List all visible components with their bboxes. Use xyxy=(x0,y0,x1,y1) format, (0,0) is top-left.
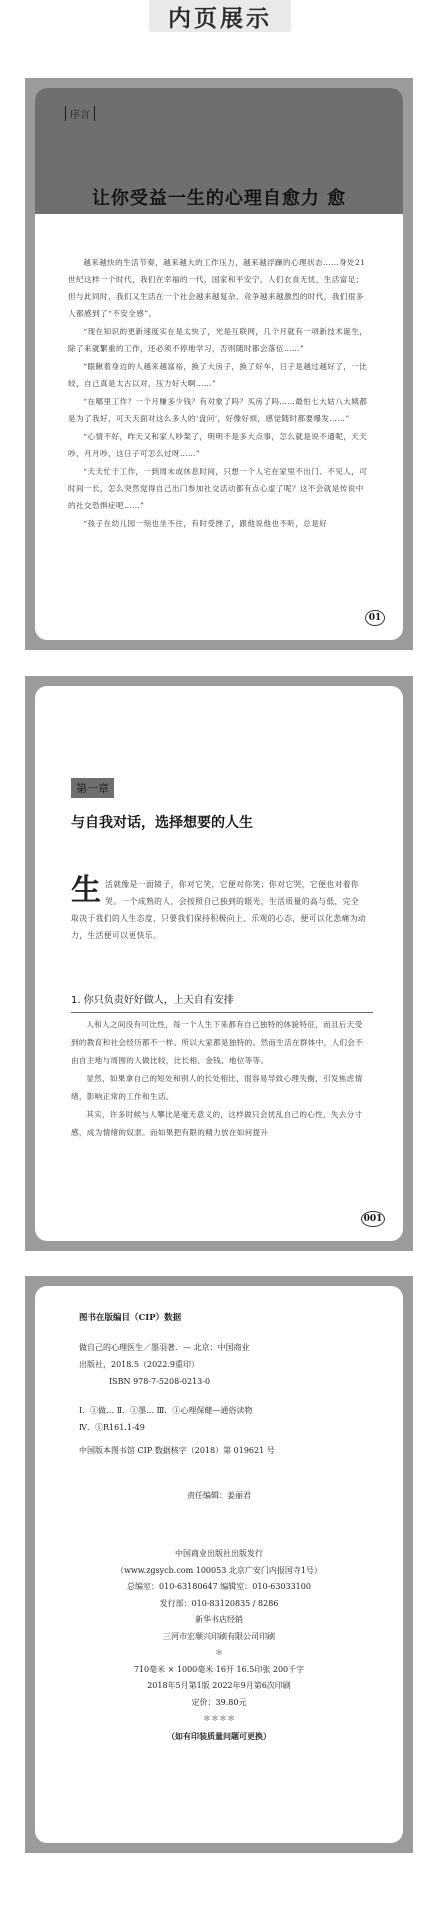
preface-page xyxy=(35,88,403,640)
publisher-block xyxy=(35,1546,403,1744)
preface-paragraph: “在哪里工作？一个月赚多少钱？有对象了吗？买房了吗……最怕七大姑八大姨都是为了我好，可天天面对这么多人的‘盘问’，好像好烦，感觉随时都要爆发……” xyxy=(68,397,368,423)
section-header-title: 内页展示 xyxy=(168,5,272,32)
publisher-line: 发行部：010-83120835 / 8286 xyxy=(159,1598,279,1608)
chapter-page-number: 001 xyxy=(361,1211,385,1227)
preface-paragraph: “现在知识的更新速度实在是太快了，光是互联网，几个月就有一项新技术诞生，除了来就繁重的工作，还必须不停地学习，否则随时都会落伍……” xyxy=(68,327,368,353)
cip-heading: 图书在版编目（CIP）数据 xyxy=(79,1313,182,1323)
chapter-label: 第一章 xyxy=(71,778,114,798)
publisher-line: ＊＊＊＊ xyxy=(203,1714,235,1723)
preface-paragraph: 越来越快的生活节奏，越来越大的工作压力，越来越浮躁的心理状态……身处21世纪这样一个时代，我们在幸福的一代，国家和平安宁，人们衣食无忧，生活富足；但与此同时，我们又生活在一个社会越来越复杂、竞争越来越激烈的时代，我们很多人都感到了“不安全感”。 xyxy=(68,258,366,318)
chapter-paragraph: 其实，许多时候与人攀比是毫无意义的，这样做只会扰乱自己的心性，失去分寸感，成为情绪的奴隶。而如果把有限的精力放在如何提升 xyxy=(71,1110,363,1137)
classification-line: Ⅳ．①R161.1-49 xyxy=(79,1423,145,1432)
preface-body xyxy=(68,254,369,533)
chapter-paragraph: 显然，如果拿自己的短处和别人的长处相比，很容易导致心理失衡，引发焦虑情绪，影响正常的工作和生活。 xyxy=(71,1074,363,1101)
responsible-editor: 责任编辑：姜丽君 xyxy=(187,1491,251,1500)
publisher-line: 总编室：010-63180647 编辑室：010-63033100 xyxy=(127,1582,311,1591)
publisher-line: 中国商业出版社出版发行 xyxy=(175,1549,263,1558)
chapter-page xyxy=(35,686,403,1241)
publisher-line: 新华书店经销 xyxy=(195,1615,243,1624)
preface-page-number: 01 xyxy=(365,610,385,626)
publisher-line: 710毫米 × 1000毫米 16开 16.5印张 200千字 xyxy=(133,1664,305,1674)
section-title: 1. 你只负责好好做人，上天自有安排 xyxy=(71,991,373,1013)
classification-line: Ⅰ．①做… Ⅱ．①墨… Ⅲ．①心理保健—通俗读物 xyxy=(79,1406,253,1415)
publisher-line: ＊ xyxy=(215,1648,223,1657)
preface-tag: 序言 xyxy=(65,106,95,121)
epigraph-text: 活就像是一面镜子，你对它笑，它便对你笑；你对它哭，它便也对着你哭。一个成熟的人，会按照自己独到的眼光，生活质量的高与低，完全取决于我们的人生态度，只要我们保持积极向上、乐观的心态，便可以化悲痛为动力，生活便可以更快乐。 xyxy=(71,880,367,940)
copyright-page-frame xyxy=(25,1276,413,1853)
drop-cap: 生 xyxy=(71,873,101,908)
chapter-paragraph: 人和人之间没有可比性，每一个人生下来都有自己独特的体貌特征，而且后天受到的教育和社会经历都不一样。所以大家都是独特的。然而生活在群体中，人们会不由自主地与周围的人做比较，比长相、金钱、地位等等。 xyxy=(71,1020,364,1065)
cip-block xyxy=(79,1310,383,1459)
preface-paragraph: “天天忙于工作，一到周末或休息时间，只想一个人宅在家里不出门、不见人，可时间一长，怎么突然觉得自己出门参加社交活动都有点心虚了呢？这不会就是传说中的社交恐惧症吧……” xyxy=(68,467,368,510)
price-line: 定价：39.80元 xyxy=(191,1697,247,1707)
chapter-title: 与自我对话，选择想要的人生 xyxy=(71,815,253,831)
chapter-epigraph xyxy=(71,873,367,944)
publisher-line: 三河市宏顺兴印刷有限公司印刷 xyxy=(163,1631,275,1641)
preface-paragraph: “孩子在幼儿园一刻也坐不住，有时受挫了，跟他说他也不听，总是好 xyxy=(83,519,328,528)
preface-page-frame xyxy=(25,78,413,650)
quality-note: （如有印装质量问题可更换） xyxy=(167,1730,271,1741)
chapter-page-frame xyxy=(25,676,413,1251)
cip-line: 做自己的心理医生／墨羽著．— 北京：中国商业 xyxy=(79,1343,250,1352)
publisher-line: （www.zgsycb.com 100053 北京广安门内报国寺1号） xyxy=(116,1565,322,1575)
chapter-body xyxy=(71,1016,369,1142)
preface-paragraph: “眼瞅着身边的人越来越富裕，换了大房子，换了好车，日子是越过越好了，一比较，自己真是太古以对，压力好大啊……” xyxy=(68,362,368,388)
preface-paragraph: “心情不好，昨天又和家人吵架了，明明不是多大点事，怎么就是说不通呢，天天吵，月月吵，这日子可怎么过呀……” xyxy=(68,432,368,458)
preface-title: 让你受益一生的心理自愈力 愈 xyxy=(91,188,347,209)
cip-number: 中国版本图书馆 CIP 数据核字（2018）第 019621 号 xyxy=(79,1446,275,1455)
section-header xyxy=(149,0,291,32)
copyright-page xyxy=(35,1286,403,1843)
publisher-line: 2018年5月第1版 2022年9月第6次印刷 xyxy=(147,1681,291,1690)
isbn-line: ISBN 978-7-5208-0213-0 xyxy=(109,1377,211,1386)
cip-line: 出版社，2018.5（2022.9重印） xyxy=(79,1360,199,1369)
